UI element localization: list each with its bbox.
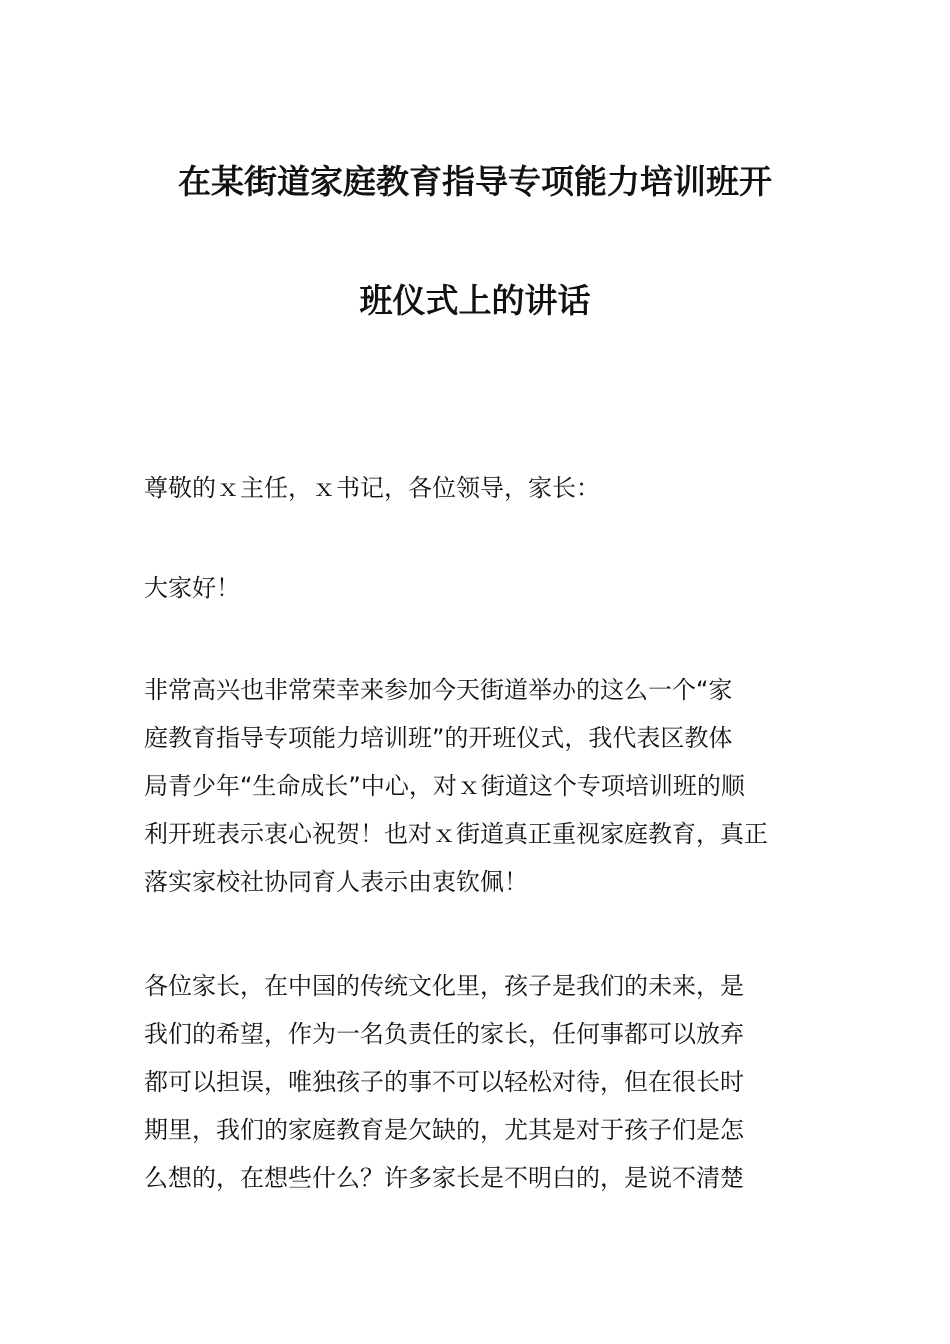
body-paragraph-2: [144, 962, 812, 1202]
paragraph-line: 都可以担误，唯独孩子的事不可以轻松对待，但在很长时: [144, 1068, 744, 1096]
paragraph-line: 期里，我们的家庭教育是欠缺的，尤其是对于孩子们是怎: [144, 1116, 744, 1144]
greeting-text: 大家好！: [144, 574, 240, 602]
paragraph-line: 局青少年“生命成长”中心，对ｘ街道这个专项培训班的顺: [144, 772, 745, 800]
paragraph-line: 么想的，在想些什么？许多家长是不明白的，是说不清楚: [144, 1164, 744, 1192]
paragraph-line: 庭教育指导专项能力培训班”的开班仪式，我代表区教体: [144, 724, 733, 752]
document-title-line-2: 班仪式上的讲话: [359, 281, 591, 320]
paragraph-line: 利开班表示衷心祝贺！也对ｘ街道真正重视家庭教育，真正: [144, 820, 768, 848]
salutation-paragraph: [144, 464, 812, 512]
body-paragraph-1: [144, 666, 812, 906]
greeting-paragraph: [144, 564, 812, 612]
paragraph-line: 各位家长，在中国的传统文化里，孩子是我们的未来，是: [144, 972, 744, 1000]
paragraph-line: 我们的希望，作为一名负责任的家长，任何事都可以放弃: [144, 1020, 744, 1048]
salutation-text: 尊敬的ｘ主任，ｘ书记，各位领导，家长：: [144, 474, 600, 502]
paragraph-line: 落实家校社协同育人表示由衷钦佩！: [144, 868, 528, 896]
document-title-line-1: 在某街道家庭教育指导专项能力培训班开: [178, 162, 772, 201]
paragraph-line: 非常高兴也非常荣幸来参加今天街道举办的这么一个“家: [144, 676, 733, 704]
